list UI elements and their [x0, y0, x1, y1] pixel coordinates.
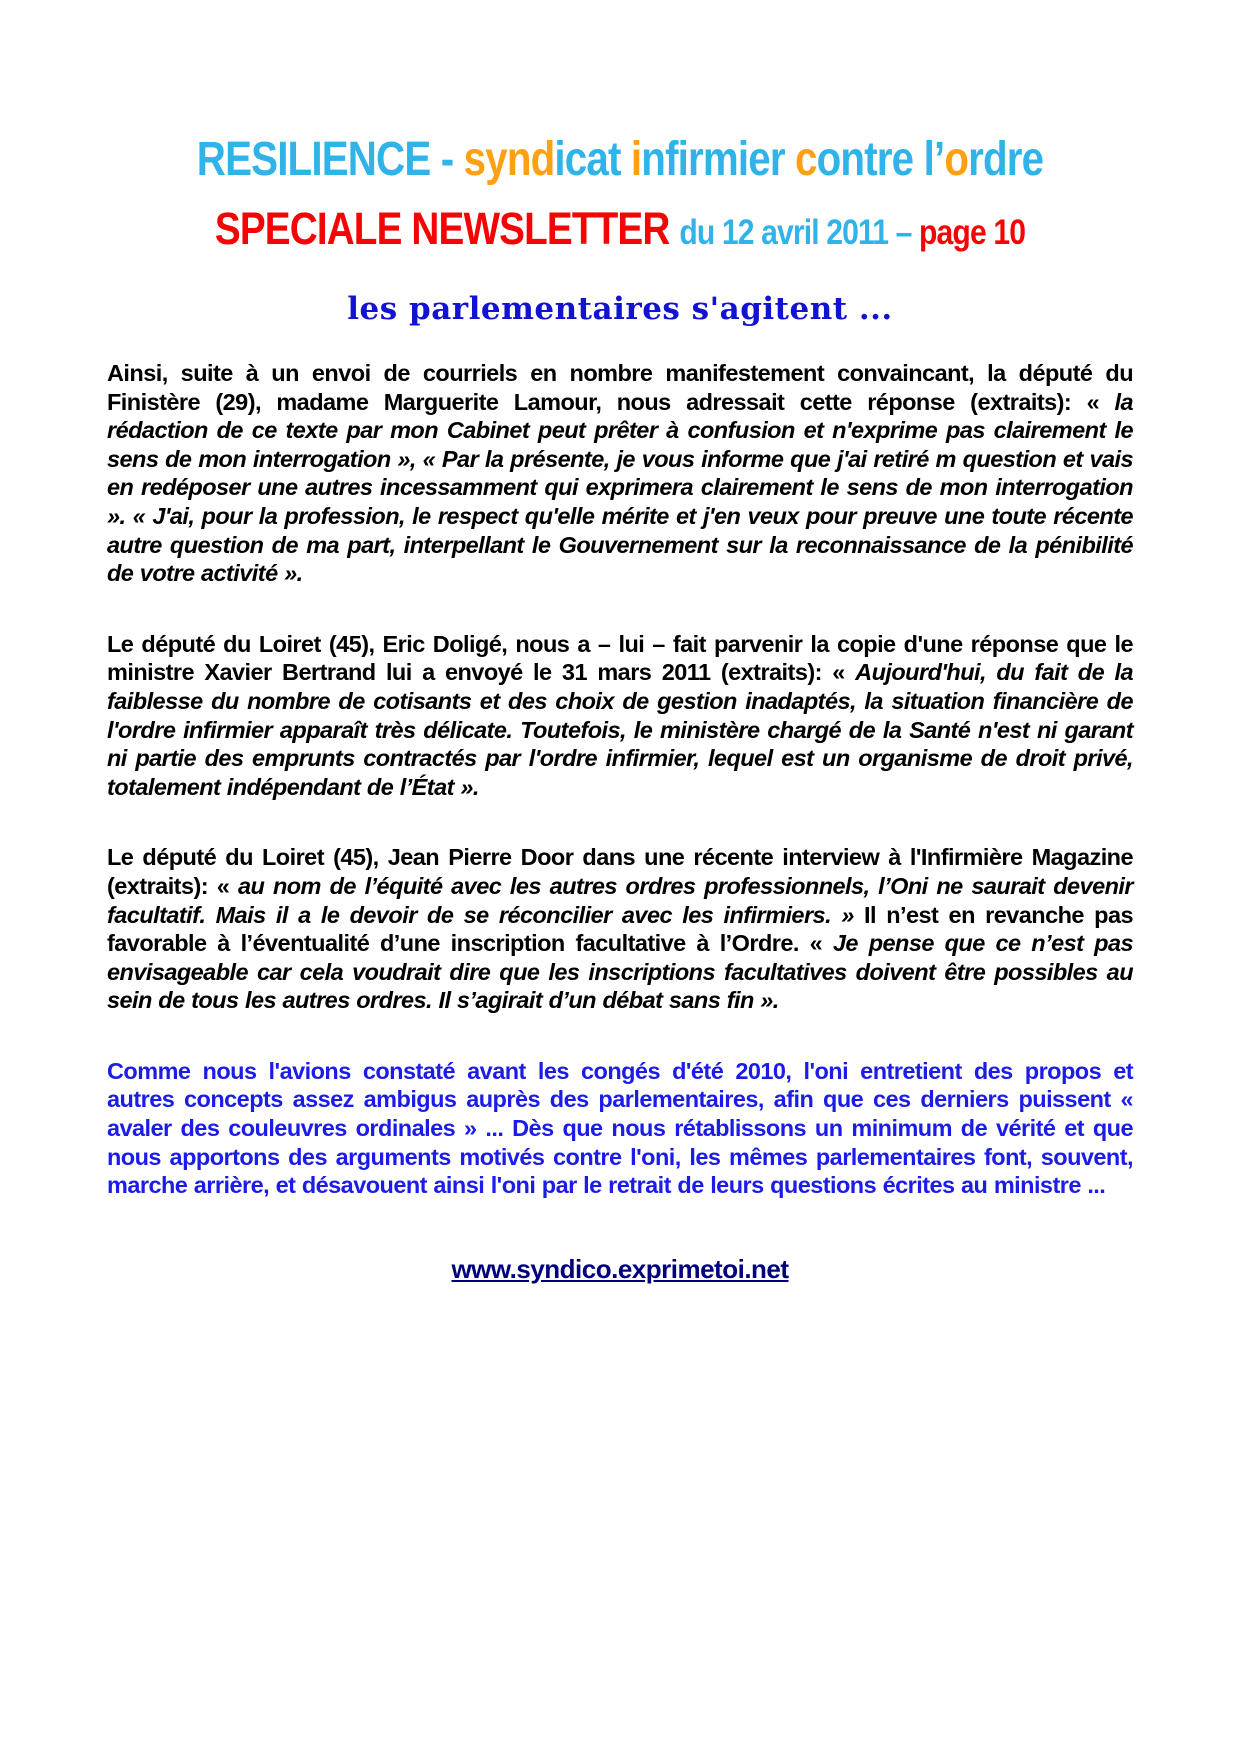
title-blue-text: ontre l’: [816, 133, 945, 186]
title-orange-letter: c: [795, 133, 817, 186]
body-text: [107, 359, 1133, 1200]
text-segment: Comme nous l'avions constaté avant les congés d'été 2010, l'oni entretient des propos et autres concepts assez ambigus auprès des parlementaires, afin que ces derniers puissent « avaler des couleuvres ordinales » ... Dès que nous rétablissons un minimum de vérité et que nous apportons des arguments motivés contre l'oni, les mêmes parlementaires font, souvent, marche arrière, et désavouent ainsi l'oni par le retrait de leurs questions écrites au ministre ...: [107, 1057, 1133, 1199]
paragraph-door: [107, 843, 1133, 1015]
title-blue-text: icat: [554, 133, 631, 186]
text-segment: Je pense que ce n’est pas envisageable car cela voudrait dire que les inscriptions facultatives doivent être possibles au sein de tous les autres ordres. Il s’agirait d’un débat sans fin ».: [107, 930, 1133, 1014]
subtitle-page-number: page 10: [919, 213, 1026, 252]
title-orange-letter: i: [630, 133, 642, 186]
paragraph-lamour: [107, 359, 1133, 588]
title-resilience: RESILIENCE -: [196, 133, 464, 186]
title-blue-text: rdre: [968, 133, 1044, 186]
text-segment: Aujourd'hui, du fait de la faiblesse du nombre de cotisants et des choix de gestion inadaptés, la situation financière de l'ordre infirmier apparaît très délicate. Toutefois, le ministère chargé de la Santé n'est ni garant ni partie des emprunts contractés par l'ordre infirmier, lequel est un organisme de droit privé, totalement indépendant de l’État ».: [107, 659, 1133, 800]
text-segment: la rédaction de ce texte par mon Cabinet peut prêter à confusion et n'exprime pas clairement le sens de mon interrogation », « Par la présente, je vous informe que j'ai retiré m question et vais en redéposer une autres incessamment qui exprimera clairement le sens de mon interrogation ». « J'ai, pour la profession, le respect qu'elle mérite et j'en veux pour preuve une toute récente autre question de ma part, interpellant le Gouvernement sur la reconnaissance de la pénibilité de votre activité ».: [107, 388, 1133, 587]
paragraph-dolige: [107, 630, 1133, 802]
paragraph-commentary: [107, 1057, 1133, 1200]
title-blue-text: nfirmier: [641, 133, 796, 186]
title-orange-letter: o: [944, 133, 969, 186]
newsletter-subtitle: [179, 203, 1061, 255]
text-segment: Ainsi, suite à un envoi de courriels en nombre manifestement convaincant, la député du Finistère (29), madame Marguerite Lamour, nous adressait cette réponse (extraits): «: [107, 360, 1133, 415]
footer: [107, 1254, 1133, 1285]
subtitle-date: du 12 avril 2011 –: [679, 213, 920, 252]
title-orange-letter: synd: [463, 133, 555, 186]
subtitle-newsletter: SPECIALE NEWSLETTER: [214, 203, 680, 254]
section-heading: les parlementaires s'agitent ...: [347, 291, 893, 327]
text-segment: au nom de l’équité avec les autres ordres professionnels, l’Oni ne saurait devenir facultatif. Mais il a le devoir de se réconcilier avec les infirmiers. »: [107, 872, 1133, 928]
footer-link[interactable]: www.syndico.exprimetoi.net: [451, 1253, 789, 1284]
text-segment: Il n’est en revanche pas favorable à l’éventualité d’une inscription facultative à l’Ordre. «: [107, 901, 1133, 957]
newsletter-title: [189, 132, 1051, 187]
text-segment: Le député du Loiret (45), Jean Pierre Door dans une récente interview à l'Infirmière Magazine (extraits): «: [107, 844, 1133, 899]
text-segment: Le député du Loiret (45), Eric Doligé, nous a – lui – fait parvenir la copie d'une réponse que le ministre Xavier Bertrand lui a envoyé le 31 mars 2011 (extraits): «: [107, 630, 1133, 686]
